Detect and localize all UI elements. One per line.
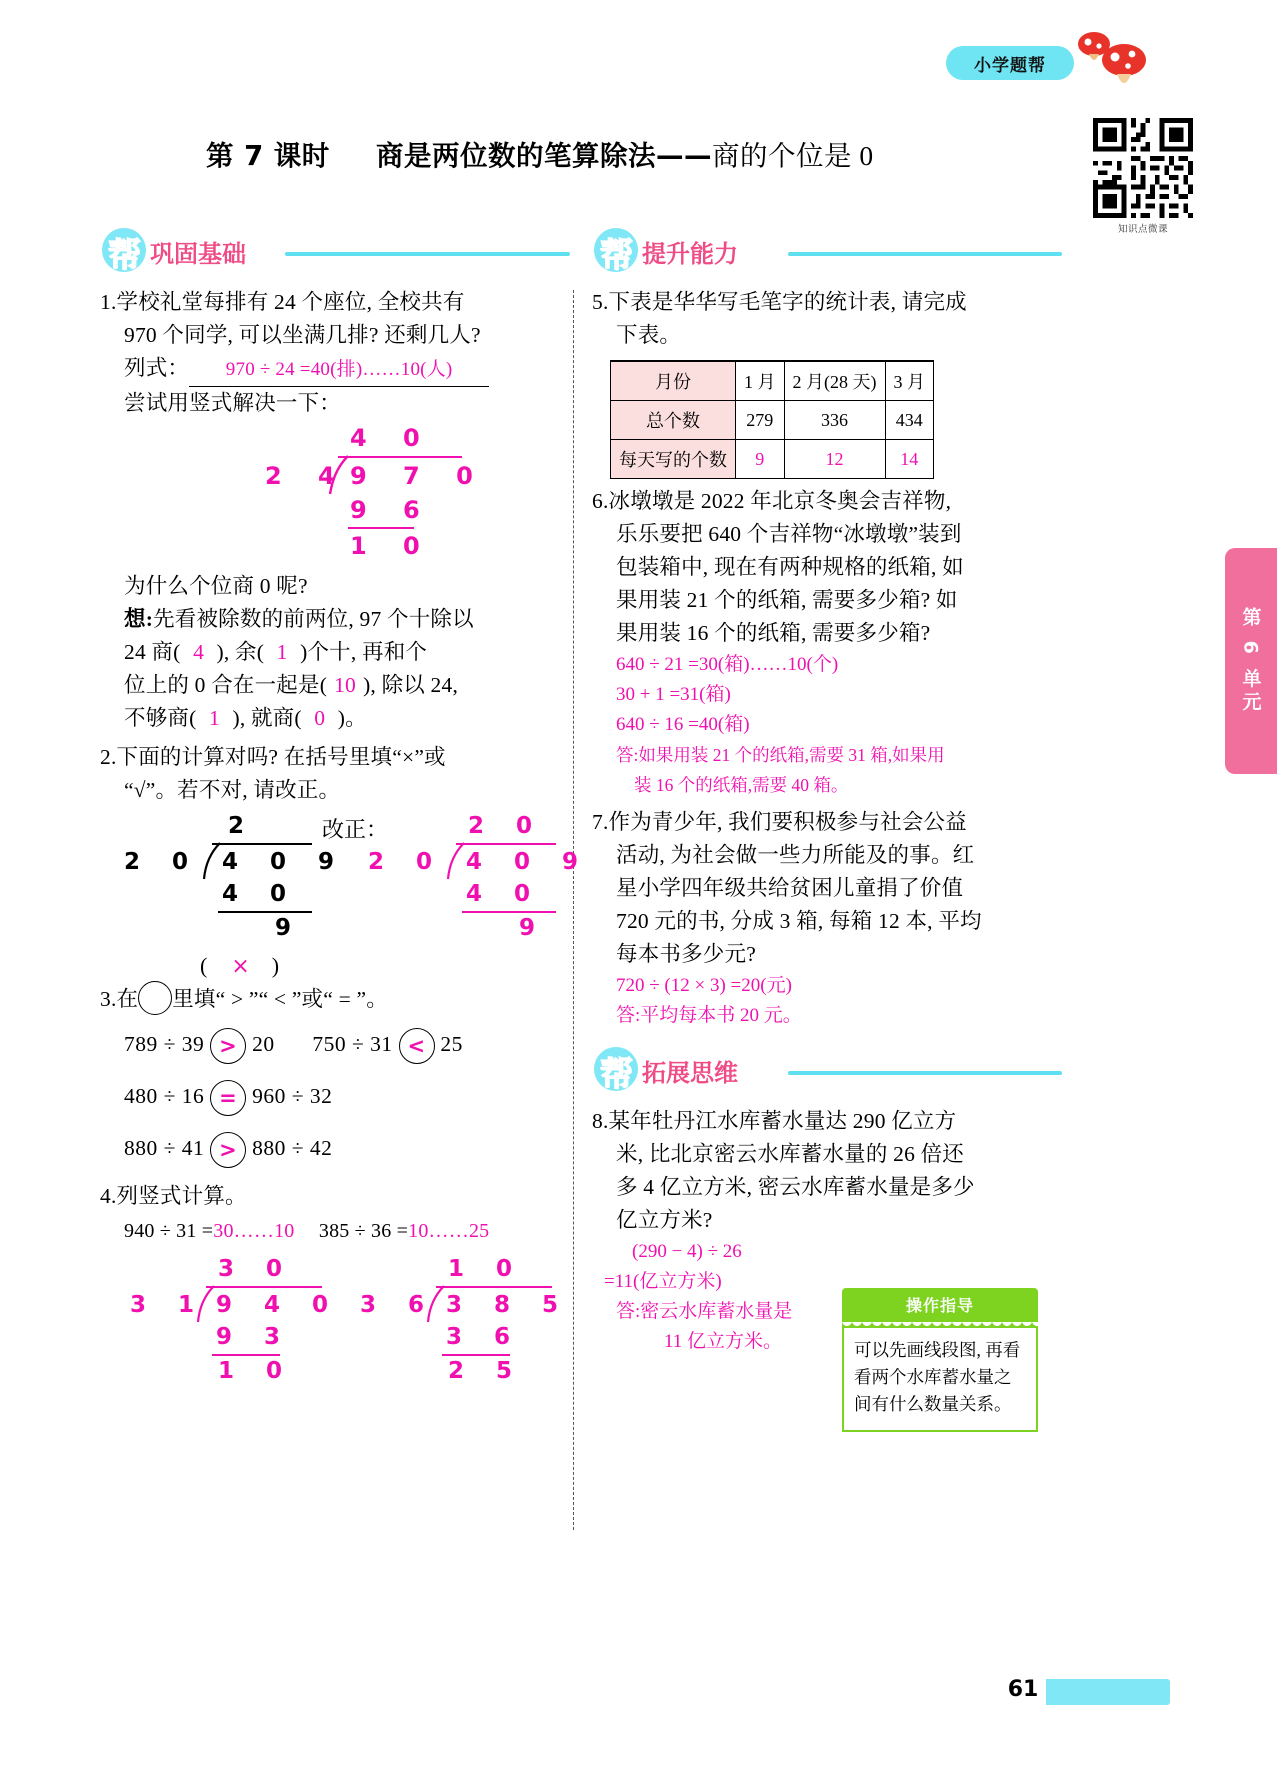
q2-correct-quotient: 2 0 xyxy=(468,813,545,839)
q1-formula-answer[interactable]: 970 ÷ 24 =40(排)……10(人) xyxy=(189,353,489,387)
section-label-ability: 提升能力 xyxy=(642,240,738,268)
q1-think-l2c: )个十, 再和个 xyxy=(300,640,428,664)
q2-wrong-bracket-icon xyxy=(202,841,222,881)
column-divider xyxy=(573,290,574,1530)
q6-work-0[interactable]: 640 ÷ 21 =30(箱)……10(个) xyxy=(616,654,839,675)
unit-side-tab xyxy=(1225,548,1277,774)
q1-why: 为什么个位商 0 呢? xyxy=(124,574,308,598)
q3-r3-left: 880 ÷ 41 xyxy=(124,1136,205,1160)
q2-correct-remainder: 9 xyxy=(519,915,536,941)
q5-total-0: 279 xyxy=(736,401,785,440)
q3-number: 3. xyxy=(100,987,117,1011)
right-column xyxy=(592,226,1062,1363)
section-rule xyxy=(788,252,1062,256)
q4-exp1-answer[interactable]: 30……10 xyxy=(213,1220,295,1242)
q5-col-1: 2 月(28 天) xyxy=(784,361,885,401)
q2-check-bracket[interactable]: ( × ) xyxy=(200,953,280,979)
unit-side-tab-label: 第 6 单元 xyxy=(1239,607,1262,715)
lesson-main-title: 商是两位数的笔算除法—— xyxy=(375,140,712,172)
q3-r1-left2: 750 ÷ 31 xyxy=(312,1032,393,1056)
guidance-title: 操作指导 xyxy=(842,1288,1038,1322)
q3-row-1 xyxy=(100,1018,570,1070)
q4-d1-quotient: 3 0 xyxy=(218,1256,295,1282)
q1-vinculum xyxy=(338,456,462,458)
q6-answer-line2[interactable]: 装 16 个的纸箱,需要 40 箱。 xyxy=(634,775,849,795)
q3-r3-op[interactable]: > xyxy=(210,1132,246,1168)
q5-statistics-table xyxy=(610,360,934,479)
q7-line-3: 720 元的书, 分成 3 箱, 每箱 12 本, 平均 xyxy=(616,909,982,933)
q5-perday-2[interactable]: 14 xyxy=(885,440,934,479)
q4-d1-remainder: 1 0 xyxy=(218,1358,295,1384)
q7-line-2: 星小学四年级共给贫困儿童捐了价值 xyxy=(616,876,964,900)
lesson-number: 第 7 课时 xyxy=(206,140,330,172)
q1-think-l3a: 位上的 0 合在一起是( xyxy=(124,673,328,697)
q2-wrong-divisor: 2 0 xyxy=(124,849,201,875)
q7-line-0: 作为青少年, 我们要积极参与社会公益 xyxy=(608,810,967,834)
q5-col-0: 1 月 xyxy=(736,361,785,401)
q1-division-bracket-icon xyxy=(328,454,350,496)
q4-d1-dividend: 9 4 0 xyxy=(216,1292,341,1318)
q4-d2-vinculum xyxy=(436,1286,552,1288)
q1-think-l2a: 24 商( xyxy=(124,640,181,664)
q2-wrong-quotient: 2 xyxy=(228,813,245,839)
q3-r1-right: 20 xyxy=(252,1032,275,1056)
q4-d1-bracket-icon xyxy=(196,1284,216,1324)
qr-code-icon[interactable] xyxy=(1093,118,1193,218)
q5-number: 5. xyxy=(592,290,609,314)
brand-label: 小学题帮 xyxy=(974,55,1046,76)
q1-try-label: 尝试用竖式解决一下： xyxy=(124,391,342,415)
q4-d2-step-bar xyxy=(442,1354,510,1356)
q3-r1-op2[interactable]: < xyxy=(399,1028,435,1064)
guidance-body: 可以先画线段图, 再看看两个水库蓄水量之间有什么数量关系。 xyxy=(842,1328,1038,1432)
q3-r2-op[interactable]: = xyxy=(210,1080,246,1116)
q1-blank-1[interactable]: 4 xyxy=(193,640,205,664)
q4-d1-vinculum xyxy=(206,1286,322,1288)
q2-correct-dividend: 4 0 9 xyxy=(466,849,591,875)
q7-answer[interactable]: 答:平均每本书 20 元。 xyxy=(616,1005,802,1026)
q3-text-a: 在 xyxy=(116,987,139,1011)
q8-answer-line2[interactable]: 11 亿立方米。 xyxy=(664,1331,783,1352)
q1-think-l4a: 不够商( xyxy=(124,706,197,730)
section-header-thinking xyxy=(592,1045,1062,1097)
q2-wrong-remainder: 9 xyxy=(275,915,292,941)
section-label-basics: 巩固基础 xyxy=(150,240,246,268)
q8-line-1: 米, 比北京密云水库蓄水量的 26 倍还 xyxy=(616,1142,965,1166)
q1-step-bar xyxy=(348,527,414,529)
q3-text-b: 里填“ > ”“ < ”或“ = ”。 xyxy=(172,987,388,1011)
q6-work-2[interactable]: 640 ÷ 16 =40(箱) xyxy=(616,714,750,735)
q3-r3-right: 880 ÷ 42 xyxy=(252,1136,333,1160)
q7-line-1: 活动, 为社会做一些力所能及的事。红 xyxy=(616,843,975,867)
left-column xyxy=(100,226,591,1422)
q1-divisor: 2 4 xyxy=(265,462,349,490)
q1-blank-3[interactable]: 10 xyxy=(334,673,357,697)
bang-character: 帮 xyxy=(108,235,141,274)
q1-think-label: 想: xyxy=(124,607,154,631)
q3-r1-left: 789 ÷ 39 xyxy=(124,1032,205,1056)
q5-perday-1[interactable]: 12 xyxy=(784,440,885,479)
q3-r2-left: 480 ÷ 16 xyxy=(124,1084,205,1108)
q5-total-1: 336 xyxy=(784,401,885,440)
q6-line-4: 果用装 16 个的纸箱, 需要多少箱? xyxy=(616,621,931,645)
q4-d1-step-bar xyxy=(212,1354,280,1356)
q7-line-4: 每本书多少元? xyxy=(616,942,756,966)
q2-wrong-step1: 4 0 xyxy=(222,881,299,907)
question-2 xyxy=(100,741,591,983)
q5-row-header-1: 总个数 xyxy=(611,401,736,440)
q3-row-2 xyxy=(100,1070,570,1122)
q3-r1-op[interactable]: > xyxy=(210,1028,246,1064)
q1-think-l3b: ), 除以 24, xyxy=(363,673,459,697)
q5-row-header-2: 每天写的个数 xyxy=(611,440,736,479)
q2-correct-step1: 4 0 xyxy=(466,881,543,907)
q6-answer-line1[interactable]: 答:如果用装 21 个的纸箱,需要 31 箱,如果用 xyxy=(616,745,945,765)
q3-r1-right2: 25 xyxy=(440,1032,463,1056)
q1-think-l4c: )。 xyxy=(337,706,367,730)
q1-step1: 9 6 xyxy=(350,496,434,524)
q8-number: 8. xyxy=(592,1109,609,1133)
q6-number: 6. xyxy=(592,489,609,513)
q1-long-division[interactable] xyxy=(100,424,570,564)
q1-line2: 970 个同学, 可以坐满几排? 还剩几人? xyxy=(124,323,481,347)
q2-correct-divisor: 2 0 xyxy=(368,849,445,875)
table-row xyxy=(611,440,934,479)
q5-perday-0[interactable]: 9 xyxy=(736,440,785,479)
q1-think-line1: 先看被除数的前两位, 97 个十除以 xyxy=(153,607,474,631)
q8-line-0: 某年牡丹江水库蓄水量达 290 亿立方 xyxy=(608,1109,957,1133)
q8-line-2: 多 4 亿立方米, 密云水库蓄水量是多少 xyxy=(616,1175,975,1199)
page-title xyxy=(206,133,1066,173)
q4-exp2-black: 385 ÷ 36 = xyxy=(318,1220,409,1242)
q1-number: 1. xyxy=(100,290,117,314)
q1-think-l2b: ), 余( xyxy=(216,640,265,664)
q4-exp2-answer[interactable]: 10……25 xyxy=(408,1220,490,1242)
q2-correct-step-bar xyxy=(462,911,556,913)
bang-character: 帮 xyxy=(600,235,633,274)
question-7 xyxy=(592,806,1062,1031)
section-header-ability xyxy=(592,226,1062,278)
q4-d2-step1: 3 6 xyxy=(446,1324,523,1350)
question-5 xyxy=(592,286,1062,479)
brand-pill xyxy=(946,46,1074,80)
page-number: 61 xyxy=(1000,1677,1046,1707)
q2-correct-label: 改正： xyxy=(322,817,389,842)
lesson-sub-title: 商的个位是 0 xyxy=(711,140,874,171)
q4-text: 列竖式计算。 xyxy=(116,1184,247,1208)
q1-line1: 学校礼堂每排有 24 个座位, 全校共有 xyxy=(116,290,465,314)
q5-row-header-0: 月份 xyxy=(611,361,736,401)
q8-work-line2[interactable]: =11(亿立方米) xyxy=(604,1271,722,1292)
guidance-box xyxy=(842,1288,1038,1432)
q2-number: 2. xyxy=(100,745,117,769)
q2-division-pair[interactable] xyxy=(100,813,591,983)
q4-d1-step1: 9 3 xyxy=(216,1324,293,1350)
q6-line-1: 乐乐要把 640 个吉祥物“冰墩墩”装到 xyxy=(616,522,962,546)
q7-number: 7. xyxy=(592,810,609,834)
question-4 xyxy=(100,1180,570,1416)
q2-line1: 下面的计算对吗? 在括号里填“×”或 xyxy=(116,745,446,769)
q4-d2-remainder: 2 5 xyxy=(448,1358,525,1384)
q3-row-3 xyxy=(100,1122,570,1174)
q1-think-l4b: ), 就商( xyxy=(232,706,302,730)
q1-blank-2[interactable]: 1 xyxy=(276,640,288,664)
q2-wrong-dividend: 4 0 9 xyxy=(222,849,347,875)
q6-work-1[interactable]: 30 + 1 =31(箱) xyxy=(616,684,731,705)
q2-correct-bracket-icon xyxy=(446,841,466,881)
q8-work-line1[interactable]: (290 − 4) ÷ 26 xyxy=(632,1241,742,1262)
answer-circle-icon[interactable] xyxy=(138,981,172,1015)
q3-r2-right: 960 ÷ 32 xyxy=(252,1084,333,1108)
q7-work-0[interactable]: 720 ÷ (12 × 3) =20(元) xyxy=(616,975,792,996)
q1-quotient: 4 0 xyxy=(350,424,434,452)
q4-divisions[interactable] xyxy=(100,1256,570,1416)
q6-line-0: 冰墩墩是 2022 年北京冬奥会吉祥物, xyxy=(608,489,952,513)
section-header-basics xyxy=(100,226,570,278)
q5-col-2: 3 月 xyxy=(885,361,934,401)
q6-line-3: 果用装 21 个的纸箱, 需要多少箱? 如 xyxy=(616,588,958,612)
section-label-thinking: 拓展思维 xyxy=(642,1059,738,1087)
section-rule xyxy=(788,1071,1062,1075)
q5-total-2: 434 xyxy=(885,401,934,440)
q4-d2-bracket-icon xyxy=(426,1284,446,1324)
q2-wrong-vinculum xyxy=(212,843,312,845)
bang-character: 帮 xyxy=(600,1054,633,1093)
q8-answer-line1[interactable]: 答:密云水库蓄水量是 xyxy=(616,1301,793,1322)
q4-exp1-black: 940 ÷ 31 = xyxy=(124,1220,214,1242)
table-row-header xyxy=(611,361,934,401)
q4-d2-quotient: 1 0 xyxy=(448,1256,525,1282)
q1-formula-label: 列式： xyxy=(124,356,190,380)
q1-dividend: 9 7 0 xyxy=(350,462,487,490)
q2-wrong-step-bar xyxy=(218,911,312,913)
q1-blank-4[interactable]: 1 xyxy=(208,706,220,730)
qr-caption: 知识点微课 xyxy=(1117,225,1168,235)
question-1 xyxy=(100,286,570,735)
question-6 xyxy=(592,485,1062,800)
q4-d1-divisor: 3 1 xyxy=(130,1292,207,1318)
q2-mark[interactable]: × xyxy=(231,954,250,979)
q5-line1: 下表是华华写毛笔字的统计表, 请完成 xyxy=(608,290,967,314)
q1-blank-5[interactable]: 0 xyxy=(314,706,326,730)
q2-correct-vinculum xyxy=(456,843,556,845)
q4-d2-dividend: 3 8 5 xyxy=(446,1292,571,1318)
q1-remainder: 1 0 xyxy=(350,532,434,560)
guidance-zigzag-decoration xyxy=(842,1321,1038,1328)
q2-line2: “√”。若不对, 请改正。 xyxy=(124,778,341,802)
q4-number: 4. xyxy=(100,1184,117,1208)
mushroom-decoration-icon xyxy=(1062,30,1152,96)
q5-line2: 下表。 xyxy=(616,323,682,347)
table-row xyxy=(611,401,934,440)
q4-d2-divisor: 3 6 xyxy=(360,1292,437,1318)
q6-line-2: 包装箱中, 现在有两种规格的纸箱, 如 xyxy=(616,555,964,579)
section-rule xyxy=(285,252,570,256)
question-3 xyxy=(100,981,570,1174)
q8-line-3: 亿立方米? xyxy=(616,1208,713,1232)
